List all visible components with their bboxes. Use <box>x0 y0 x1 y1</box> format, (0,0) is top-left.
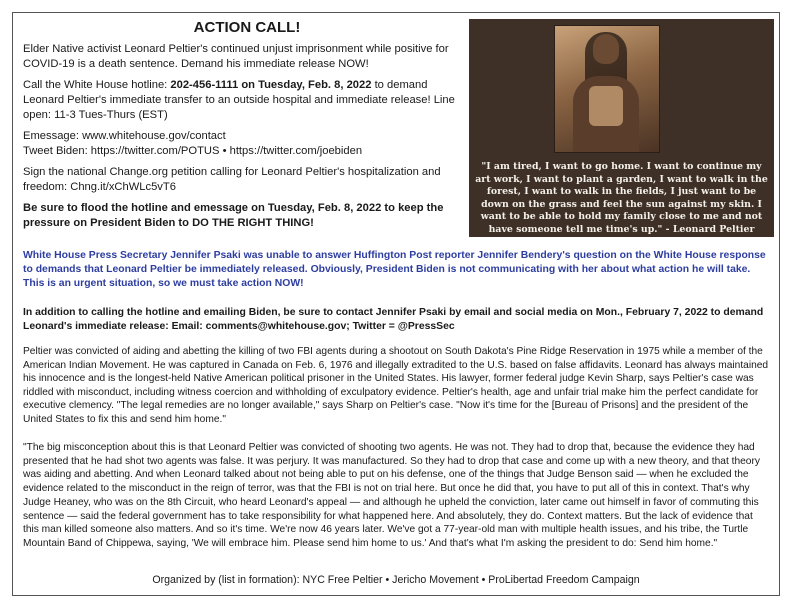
call-paragraph <box>23 78 471 123</box>
flyer-title: ACTION CALL! <box>193 19 301 36</box>
lawyer-quote-paragraph: "The big misconception about this is that Leonard Peltier was convicted of shooting two agents. He was not. They had to drop that, because the evidence they had presented that he had shot two agents was false. It was perjury. It was manufactured. So they had to drop that case and come up with a new theory, and that theory was aiding and abetting. And when Leonard talked about not being able to put on his defense, one of the things that Judge Benson said — when he excluded the evidence related to the misconduct in the reign of terror, was that the FBI is not on trial here. But once he did that, you have to put all of this in context. That's why Judge Heaney, who was on the 8th Circuit, who heard Leonard's appeal — and although he upheld the conviction, later came out himself in favor of commuting this sentence — said the federal government has to take responsibility for what happened here. And absolutely, they do. Context matters. But the lack of evidence that this man killed someone also matters. And so it's time. We're now 46 years later. We've got a 77-year-old man with multiple health issues, and his tribe, the Turtle Mountain Band of Chippewa, saying, 'We will embrace him. Please send him home to us.' And that's what I'm asking the president to do: Send him home." <box>23 442 760 549</box>
petition-paragraph: Sign the national Change.org petition calling for Leonard Peltier's hospitalization and freedom: Chng.it/xChWLc5vT6 <box>23 166 441 193</box>
intro-paragraph: Elder Native activist Leonard Peltier's continued unjust imprisonment while positive for COVID-19 is a death sentence. Demand his immediate release NOW! <box>23 43 449 70</box>
emessage-line: Emessage: www.whitehouse.gov/contact <box>23 130 226 142</box>
organizers-footer: Organized by (list in formation): NYC Free Peltier • Jericho Movement • ProLibertad Freedom Campaign <box>152 574 640 586</box>
peltier-photo <box>554 25 660 153</box>
contact-lines <box>23 129 471 159</box>
action-column <box>23 19 471 237</box>
peltier-photo-panel <box>469 19 774 237</box>
call-suffix: to demand Leonard Peltier's immediate transfer to an outside hospital and immediate release! Line open: 11-3 Tues-Thurs (EST) <box>23 79 455 121</box>
press-secretary-paragraph: White House Press Secretary Jennifer Psaki was unable to answer Huffington Post reporter Jennifer Bendery's question on the White House response to demands that Leonard Peltier be immediately released. Obviously, President Biden is not communicating with her about what action he will take. This is an urgent situation, so we must take action NOW! <box>23 250 766 289</box>
call-prefix: Call the White House hotline: <box>23 79 171 91</box>
hotline-number: 202-456-1111 on Tuesday, Feb. 8, 2022 <box>170 79 372 91</box>
tweet-line: Tweet Biden: https://twitter.com/POTUS • https://twitter.com/joebiden <box>23 145 363 157</box>
case-background-paragraph: Peltier was convicted of aiding and abetting the killing of two FBI agents during a shootout on South Dakota's Pine Ridge Reservation in 1975 while a member of the American Indian Movement. He was captured in Canada on Feb. 6, 1976 and illegally extradited to the U.S. based on false affidavits. Leonard has always maintained his innocence and is the longest-held Native American political prisoner in the United States. His lawyer, former federal judge Kevin Sharp, says Peltier's case was riddled with misconduct, including witness coercion and withholding of exculpatory evidence. Peltier's health, age and unfair trial make him the perfect candidate for executive clemency. "The legal remedies are no longer available," says Sharp on Peltier's case. "Now it's time for the [Bureau of Prisons] and the president of the United States to fix this and send him home." <box>23 346 769 425</box>
psaki-contact-paragraph: In addition to calling the hotline and emailing Biden, be sure to contact Jennifer Psaki by email and social media on Mon., February 7, 2022 to demand Leonard's immediate release: Email: comments@whitehouse.gov; Twitter = @PressSec <box>23 307 764 332</box>
flood-paragraph: Be sure to flood the hotline and emessage on Tuesday, Feb. 8, 2022 to keep the pressure on President Biden to DO THE RIGHT THING! <box>23 202 444 229</box>
peltier-quote: "I am tired, I want to go home. I want to continue my art work, I want to plant a garden, I want to walk in the forest, I want to walk in the fields, I just want to be down on the grass and feel the sun against my skin. I want to be able to hold my family close to me and not have someone tell me time's up." - Leonard Peltier <box>475 161 768 235</box>
flyer-frame <box>12 12 780 596</box>
